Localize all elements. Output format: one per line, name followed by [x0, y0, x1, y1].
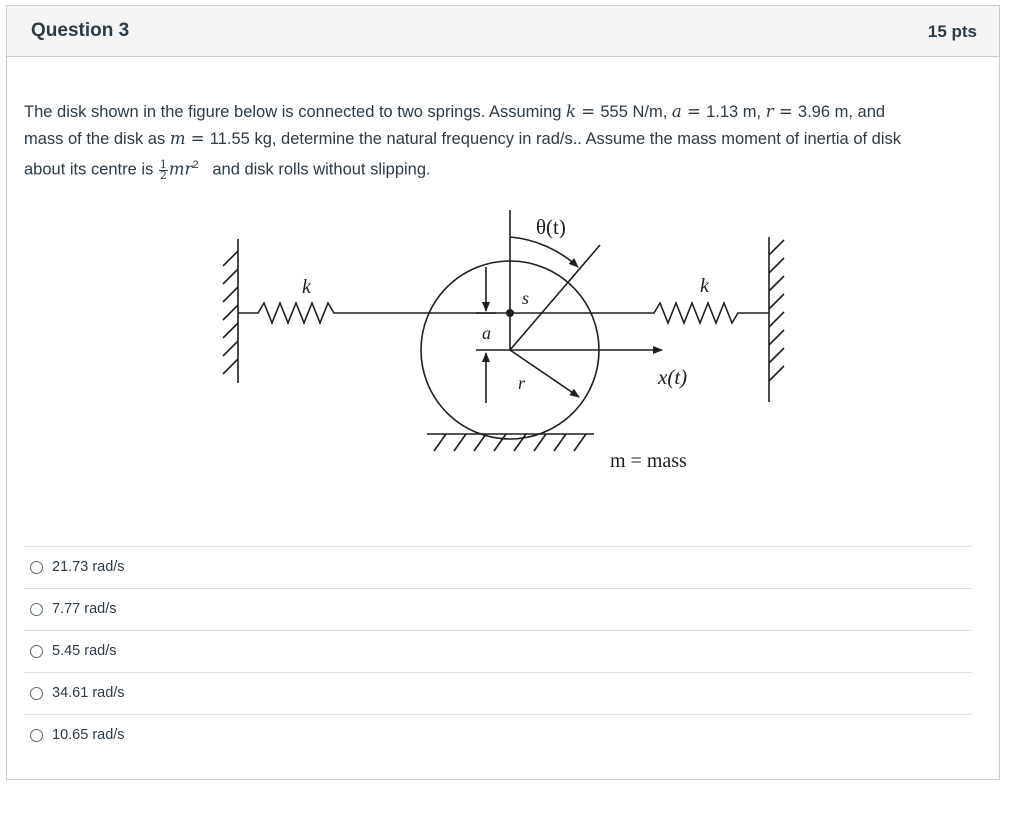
a-label: a: [482, 323, 491, 343]
answer-label[interactable]: 10.65 rad/s: [52, 727, 125, 743]
k-left-label: k: [302, 276, 311, 298]
r-label: r: [518, 373, 526, 393]
radio-button[interactable]: [30, 687, 43, 700]
radio-button[interactable]: [30, 645, 43, 658]
answer-label[interactable]: 5.45 rad/s: [52, 643, 117, 659]
radio-button[interactable]: [30, 729, 43, 742]
question-text: [24, 99, 969, 183]
ground-hatch: [434, 434, 586, 451]
fraction-denominator: 2: [159, 168, 167, 182]
question-text-part: and disk rolls without slipping.: [212, 160, 431, 179]
question-points: 15 pts: [927, 22, 977, 41]
radio-button[interactable]: [30, 603, 43, 616]
answer-label[interactable]: 21.73 rad/s: [52, 559, 125, 575]
mass-label: m = mass: [610, 450, 687, 472]
equals-sign: =: [576, 102, 601, 121]
question-text-part: about its centre is: [24, 160, 158, 179]
mr-term: mr: [168, 159, 193, 179]
question-text-part: mass of the disk as: [24, 129, 170, 148]
question-title: Question 3: [31, 20, 130, 41]
fraction-numerator: 1: [159, 157, 167, 171]
theta-label: θ(t): [536, 215, 566, 239]
m-value: 11.55 kg, determine the natural frequency in rad/s.. Assume the mass moment of inertia of disk: [209, 129, 902, 148]
half-fraction: [159, 157, 168, 182]
answer-label[interactable]: 34.61 rad/s: [52, 685, 125, 701]
a-symbol: a: [671, 102, 682, 121]
answer-list: [24, 546, 972, 756]
theta-arc: [510, 237, 578, 267]
question-text-part: The disk shown in the figure below is connected to two springs. Assuming: [24, 103, 567, 121]
r-symbol: r: [765, 102, 774, 121]
k-right-label: k: [700, 275, 709, 297]
answer-label[interactable]: 7.77 rad/s: [52, 601, 117, 617]
disk-spring-figure: [214, 205, 794, 480]
k-value: 555 N/m,: [600, 103, 672, 121]
right-spring: [512, 303, 769, 323]
answer-option[interactable]: [24, 714, 972, 756]
equals-sign: =: [185, 128, 210, 148]
m-symbol: m: [169, 128, 186, 148]
r-value: 3.96 m, and: [797, 103, 886, 121]
radio-button[interactable]: [30, 561, 43, 574]
attachment-point: [506, 309, 514, 317]
a-value: 1.13 m,: [706, 103, 766, 121]
s-label: s: [522, 288, 530, 308]
k-symbol: k: [566, 102, 577, 121]
left-spring: [238, 303, 512, 323]
answer-option[interactable]: [24, 630, 972, 672]
answer-option[interactable]: [24, 546, 972, 588]
right-wall-hatch: [769, 240, 784, 381]
question-header: [7, 6, 999, 57]
x-label: x(t): [658, 365, 688, 389]
answer-option[interactable]: [24, 588, 972, 630]
exponent: 2: [192, 159, 199, 171]
left-wall-hatch: [223, 251, 238, 374]
equals-sign: =: [773, 102, 798, 121]
answer-option[interactable]: [24, 672, 972, 714]
equals-sign: =: [681, 102, 707, 121]
